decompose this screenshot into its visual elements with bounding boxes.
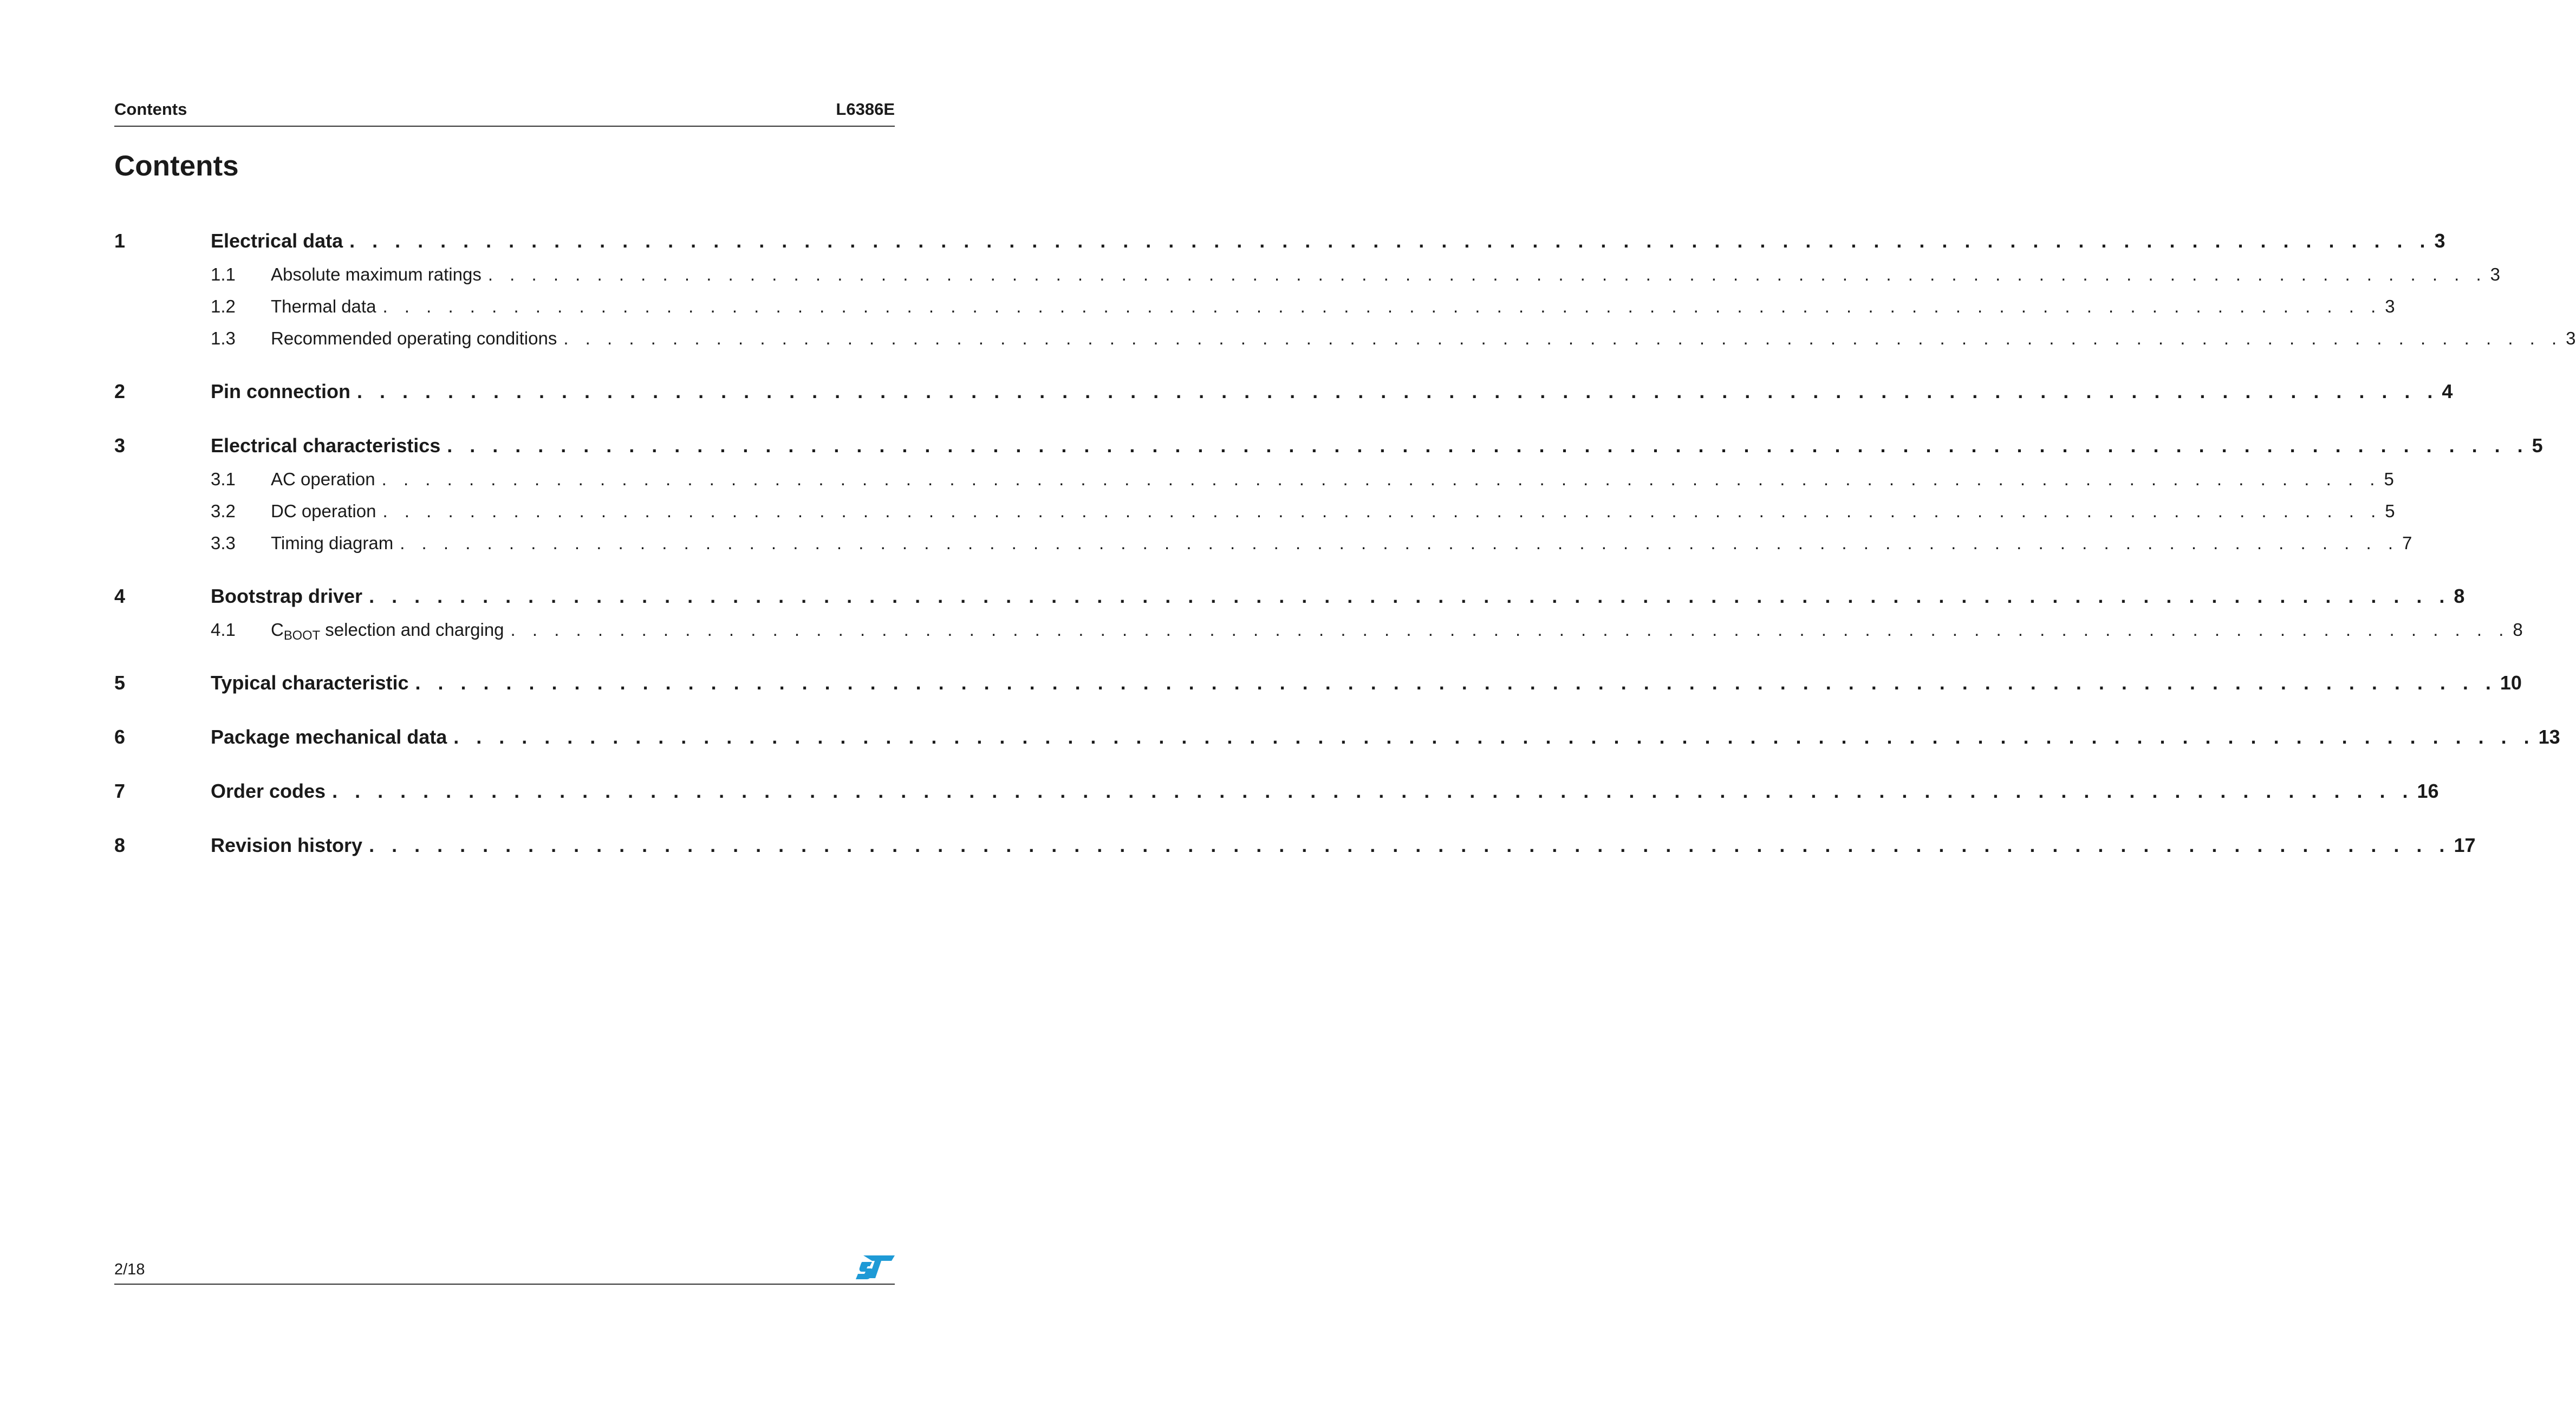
- toc-section-4-1[interactable]: [114, 616, 2523, 643]
- toc-dot-leader: . . . . . . . . . . . . . . . . . . . . . . . . . . . . . . . . . . . . . . . . . . . . . . . . . . . . . . . . . . . . . . . . . . . . . . . . . . . . . . . . . . . . . . . . . . . .: [357, 380, 2439, 402]
- toc-section-entry[interactable]: [271, 498, 2395, 525]
- toc-section-1-3[interactable]: [114, 325, 2576, 352]
- toc-chapter-number: 2: [114, 380, 126, 402]
- toc-section-title: Timing diagram: [271, 533, 394, 553]
- toc-section-1-1[interactable]: [114, 261, 2501, 288]
- toc-dot-leader: . . . . . . . . . . . . . . . . . . . . . . . . . . . . . . . . . . . . . . . . . . . . . . . . . . . . . . . . . . . . . . . . . . . . . . . . . . . . . . . . . . . . . . . . . . . .: [563, 328, 2563, 348]
- toc-page-number: 3: [2385, 296, 2395, 316]
- toc-chapter-number: 4: [114, 585, 126, 607]
- toc-section-number: 1.3: [211, 328, 236, 348]
- toc-section-number: 3.3: [211, 533, 236, 553]
- toc-page-number: 5: [2385, 501, 2395, 521]
- toc-page-number: 13: [2538, 726, 2560, 748]
- toc-chapter-entry[interactable]: [211, 432, 2543, 459]
- toc-chapter-entry[interactable]: [211, 583, 2465, 610]
- toc-dot-leader: . . . . . . . . . . . . . . . . . . . . . . . . . . . . . . . . . . . . . . . . . . . . . . . . . . . . . . . . . . . . . . . . . . . . . . . . . . . . . . . . . . . . . . . . . . . .: [369, 834, 2451, 856]
- toc-page-number: 8: [2454, 585, 2465, 607]
- toc-page-number: 5: [2532, 434, 2543, 457]
- toc-chapter-number: 5: [114, 672, 126, 694]
- toc-chapter-title: Typical characteristic: [211, 672, 409, 694]
- toc-chapter-number: 6: [114, 726, 126, 748]
- toc-page-number: 3: [2566, 328, 2576, 348]
- toc-chapter-title: Electrical data: [211, 230, 343, 252]
- toc-chapter-2[interactable]: [114, 378, 2453, 405]
- toc-page-number: 4: [2442, 380, 2453, 402]
- toc-dot-leader: . . . . . . . . . . . . . . . . . . . . . . . . . . . . . . . . . . . . . . . . . . . . . . . . . . . . . . . . . . . . . . . . . . . . . . . . . . . . . . . . . . . . . . . . . . . .: [453, 726, 2535, 748]
- toc-chapter-number: 1: [114, 230, 126, 252]
- toc-chapter-entry[interactable]: [211, 778, 2439, 805]
- toc-section-number: 3.2: [211, 501, 236, 521]
- toc-chapter-entry[interactable]: [211, 227, 2445, 255]
- toc-section-entry[interactable]: [271, 530, 2412, 557]
- toc-chapter-number: 3: [114, 434, 126, 457]
- toc-section-entry[interactable]: [271, 325, 2576, 352]
- toc-dot-leader: . . . . . . . . . . . . . . . . . . . . . . . . . . . . . . . . . . . . . . . . . . . . . . . . . . . . . . . . . . . . . . . . . . . . . . . . . . . . . . . . . . . . . . . . . . . .: [381, 469, 2381, 489]
- toc-dot-leader: . . . . . . . . . . . . . . . . . . . . . . . . . . . . . . . . . . . . . . . . . . . . . . . . . . . . . . . . . . . . . . . . . . . . . . . . . . . . . . . . . . . . . . . . . . . .: [510, 620, 2510, 640]
- toc-dot-leader: . . . . . . . . . . . . . . . . . . . . . . . . . . . . . . . . . . . . . . . . . . . . . . . . . . . . . . . . . . . . . . . . . . . . . . . . . . . . . . . . . . . . . . . . . . . .: [415, 672, 2497, 694]
- toc-section-title: DC operation: [271, 501, 376, 521]
- st-logo-icon: [856, 1254, 896, 1280]
- toc-chapter-5[interactable]: [114, 669, 2522, 697]
- toc-page-number: 5: [2384, 469, 2394, 489]
- toc-section-entry[interactable]: [271, 616, 2523, 649]
- toc-dot-leader: . . . . . . . . . . . . . . . . . . . . . . . . . . . . . . . . . . . . . . . . . . . . . . . . . . . . . . . . . . . . . . . . . . . . . . . . . . . . . . . . . . . . . . . . . . . .: [332, 780, 2414, 802]
- toc-section-title: Recommended operating conditions: [271, 328, 557, 348]
- toc-chapter-title: Pin connection: [211, 380, 351, 402]
- toc-page-number: 7: [2402, 533, 2412, 553]
- toc-section-3-2[interactable]: [114, 498, 2395, 525]
- toc-title-subscript: BOOT: [283, 628, 321, 643]
- toc-section-title: Absolute maximum ratings: [271, 264, 482, 284]
- toc-section-entry[interactable]: [271, 293, 2395, 320]
- toc-chapter-1[interactable]: [114, 227, 2445, 255]
- toc-section-number: 1.1: [211, 264, 236, 284]
- toc-chapter-3[interactable]: [114, 432, 2543, 459]
- toc-page-number: 3: [2490, 264, 2501, 284]
- toc-section-entry[interactable]: [271, 466, 2394, 493]
- toc-chapter-title: Revision history: [211, 834, 363, 856]
- toc-dot-leader: . . . . . . . . . . . . . . . . . . . . . . . . . . . . . . . . . . . . . . . . . . . . . . . . . . . . . . . . . . . . . . . . . . . . . . . . . . . . . . . . . . . . . . . . . . . .: [487, 264, 2487, 284]
- toc-chapter-number: 7: [114, 780, 126, 802]
- toc-section-3-3[interactable]: [114, 530, 2412, 557]
- toc-dot-leader: . . . . . . . . . . . . . . . . . . . . . . . . . . . . . . . . . . . . . . . . . . . . . . . . . . . . . . . . . . . . . . . . . . . . . . . . . . . . . . . . . . . . . . . . . . . .: [447, 434, 2529, 457]
- header-section-name: Contents: [114, 100, 187, 119]
- toc-chapter-title: Order codes: [211, 780, 326, 802]
- toc-chapter-7[interactable]: [114, 778, 2439, 805]
- toc-chapter-6[interactable]: [114, 724, 2560, 751]
- toc-section-number: 1.2: [211, 296, 236, 316]
- toc-dot-leader: . . . . . . . . . . . . . . . . . . . . . . . . . . . . . . . . . . . . . . . . . . . . . . . . . . . . . . . . . . . . . . . . . . . . . . . . . . . . . . . . . . . . . . . . . . . .: [369, 585, 2451, 607]
- toc-chapter-4[interactable]: [114, 583, 2465, 610]
- toc-dot-leader: . . . . . . . . . . . . . . . . . . . . . . . . . . . . . . . . . . . . . . . . . . . . . . . . . . . . . . . . . . . . . . . . . . . . . . . . . . . . . . . . . . . . . . . . . . . .: [400, 533, 2399, 553]
- toc-section-title: AC operation: [271, 469, 375, 489]
- toc-chapter-8[interactable]: [114, 832, 2476, 859]
- toc-section-title: Thermal data: [271, 296, 376, 316]
- toc-page-number: 3: [2434, 230, 2445, 252]
- header-part-number: L6386E: [836, 100, 895, 119]
- toc-chapter-entry[interactable]: [211, 378, 2453, 405]
- toc-page-number: 10: [2500, 672, 2522, 694]
- footer-page-number: 2/18: [114, 1261, 145, 1278]
- toc-dot-leader: . . . . . . . . . . . . . . . . . . . . . . . . . . . . . . . . . . . . . . . . . . . . . . . . . . . . . . . . . . . . . . . . . . . . . . . . . . . . . . . . . . . . . . . . . . . .: [349, 230, 2431, 252]
- toc-dot-leader: . . . . . . . . . . . . . . . . . . . . . . . . . . . . . . . . . . . . . . . . . . . . . . . . . . . . . . . . . . . . . . . . . . . . . . . . . . . . . . . . . . . . . . . . . . . .: [382, 501, 2382, 521]
- page-title: Contents: [114, 150, 239, 182]
- toc-section-number: 4.1: [211, 620, 236, 640]
- toc-chapter-title: Electrical characteristics: [211, 434, 441, 457]
- toc-section-number: 3.1: [211, 469, 236, 489]
- table-of-contents: [114, 0, 2576, 921]
- toc-dot-leader: . . . . . . . . . . . . . . . . . . . . . . . . . . . . . . . . . . . . . . . . . . . . . . . . . . . . . . . . . . . . . . . . . . . . . . . . . . . . . . . . . . . . . . . . . . . .: [382, 296, 2382, 316]
- toc-page-number: 17: [2454, 834, 2476, 856]
- toc-chapter-entry[interactable]: [211, 669, 2522, 697]
- toc-title-rest: selection and charging: [320, 620, 504, 640]
- toc-page-number: 8: [2513, 620, 2523, 640]
- toc-section-3-1[interactable]: [114, 466, 2394, 493]
- toc-page-number: 16: [2417, 780, 2439, 802]
- toc-section-title: [271, 616, 511, 649]
- toc-chapter-title: Bootstrap driver: [211, 585, 363, 607]
- toc-title-prefix: C: [271, 620, 284, 640]
- toc-chapter-number: 8: [114, 834, 126, 856]
- toc-section-entry[interactable]: [271, 261, 2501, 288]
- footer-rule: [114, 1284, 895, 1285]
- toc-chapter-entry[interactable]: [211, 832, 2476, 859]
- toc-chapter-title: Package mechanical data: [211, 726, 447, 748]
- toc-section-1-2[interactable]: [114, 293, 2395, 320]
- toc-chapter-entry[interactable]: [211, 724, 2560, 751]
